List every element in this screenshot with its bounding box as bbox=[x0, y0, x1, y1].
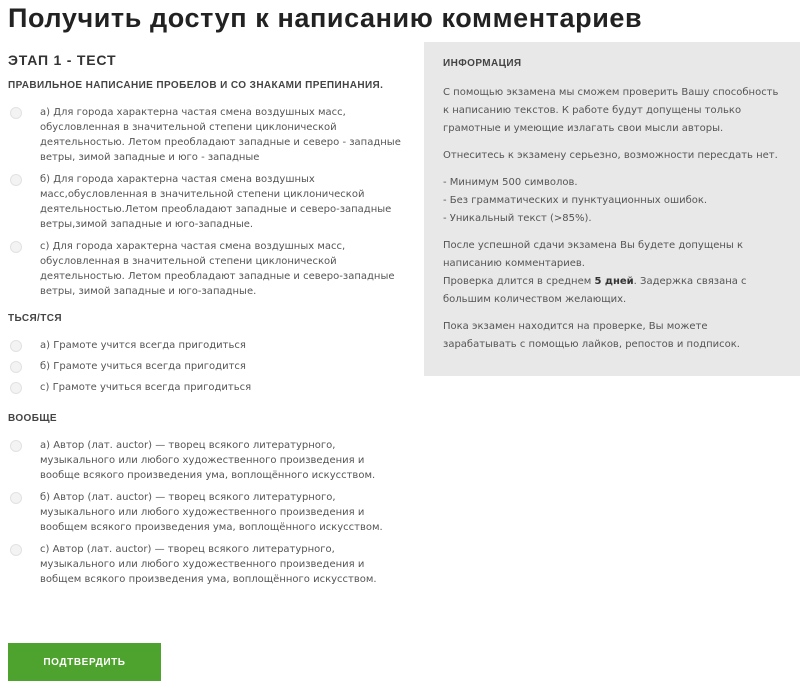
review-duration-suffix: . Задержка связана с большим количеством желающих. bbox=[443, 276, 747, 305]
radio-button[interactable] bbox=[10, 340, 22, 352]
radio-button[interactable] bbox=[10, 544, 22, 556]
requirements-list bbox=[443, 174, 782, 228]
radio-button[interactable] bbox=[10, 382, 22, 394]
radio-button[interactable] bbox=[10, 241, 22, 253]
option-q2-b[interactable] bbox=[8, 359, 403, 374]
info-panel bbox=[424, 42, 800, 376]
option-label: б) Автор (лат. auctor) — творец всякого литературного, музыкального или любого художественного произведения и вообщем всякого произведения ума, воплощённого искусством. bbox=[40, 492, 383, 533]
question-voobshe bbox=[8, 413, 403, 587]
question-title: ТЬСЯ/ТСЯ bbox=[8, 313, 62, 324]
requirement-item: - Минимум 500 символов. bbox=[443, 177, 578, 188]
review-duration-value: 5 дней bbox=[594, 276, 634, 287]
option-q3-b[interactable] bbox=[8, 490, 403, 535]
question-title: ПРАВИЛЬНОЕ НАПИСАНИЕ ПРОБЕЛОВ И СО ЗНАКАМИ ПРЕПИНАНИЯ. bbox=[8, 80, 384, 91]
test-form bbox=[8, 52, 403, 601]
option-label: б) Для города характерна частая смена воздушных масс,обусловленная в значительной степени циклонической деятельностью.Летом преобладают западные и северо-западные ветры,зимой западные и юго-западные. bbox=[40, 174, 392, 230]
review-admission-text: После успешной сдачи экзамена Вы будете допущены к написанию комментариев. bbox=[443, 240, 744, 269]
radio-button[interactable] bbox=[10, 361, 22, 373]
option-q3-c[interactable] bbox=[8, 542, 403, 587]
question-tsya bbox=[8, 313, 403, 395]
option-q1-a[interactable] bbox=[8, 105, 403, 165]
question-punctuation bbox=[8, 80, 403, 299]
requirement-item: - Без грамматических и пунктуационных ошибок. bbox=[443, 195, 708, 206]
info-title: ИНФОРМАЦИЯ bbox=[443, 58, 522, 69]
requirement-item: - Уникальный текст (>85%). bbox=[443, 213, 592, 224]
radio-button[interactable] bbox=[10, 440, 22, 452]
option-label: с) Грамоте учиться всегда пригодиться bbox=[40, 382, 252, 393]
option-label: с) Автор (лат. auctor) — творец всякого литературного, музыкального или любого художественного произведения и вобщем всякого произведения ума, воплощённого искусством. bbox=[40, 544, 377, 585]
submit-button[interactable]: ПОДТВЕРДИТЬ bbox=[8, 643, 161, 681]
option-q2-a[interactable] bbox=[8, 338, 403, 353]
radio-button[interactable] bbox=[10, 492, 22, 504]
stage-title: ЭТАП 1 - ТЕСТ bbox=[8, 52, 117, 68]
info-paragraph-intro: С помощью экзамена мы сможем проверить Вашу способность к написанию текстов. К работе будут допущены только грамотные и умеющие излагать свои мысли авторы. bbox=[443, 87, 779, 134]
radio-button[interactable] bbox=[10, 174, 22, 186]
option-label: с) Для города характерна частая смена воздушных масс, обусловленная в значительной степени циклонической деятельностью. Летом преобладают западные и северо-западные ветры, зимой западные и юго-западные. bbox=[40, 241, 395, 297]
option-q2-c[interactable] bbox=[8, 380, 403, 395]
option-label: а) Грамоте учится всегда пригодиться bbox=[40, 340, 246, 351]
option-label: б) Грамоте учиться всегда пригодится bbox=[40, 361, 246, 372]
page-title: Получить доступ к написанию комментариев bbox=[8, 3, 643, 33]
option-label: а) Автор (лат. auctor) — творец всякого литературного, музыкального или любого художественного произведения и вообще всякого произведения ума, воплощённого искусством. bbox=[40, 440, 376, 481]
option-q3-a[interactable] bbox=[8, 438, 403, 483]
option-q1-b[interactable] bbox=[8, 172, 403, 232]
question-title: ВООБЩЕ bbox=[8, 413, 57, 424]
info-paragraph-review bbox=[443, 237, 782, 309]
option-q1-c[interactable] bbox=[8, 239, 403, 299]
review-duration-prefix: Проверка длится в среднем bbox=[443, 276, 595, 287]
radio-button[interactable] bbox=[10, 107, 22, 119]
info-paragraph-earn: Пока экзамен находится на проверке, Вы можете зарабатывать с помощью лайков, репостов и подписок. bbox=[443, 321, 740, 350]
info-paragraph-warning: Отнеситесь к экзамену серьезно, возможности пересдать нет. bbox=[443, 150, 778, 161]
option-label: а) Для города характерна частая смена воздушных масс, обусловленная в значительной степени циклонической деятельностью. Летом преобладают западные и северо - западные ветры, зимой западные и юго - западные bbox=[40, 107, 401, 163]
